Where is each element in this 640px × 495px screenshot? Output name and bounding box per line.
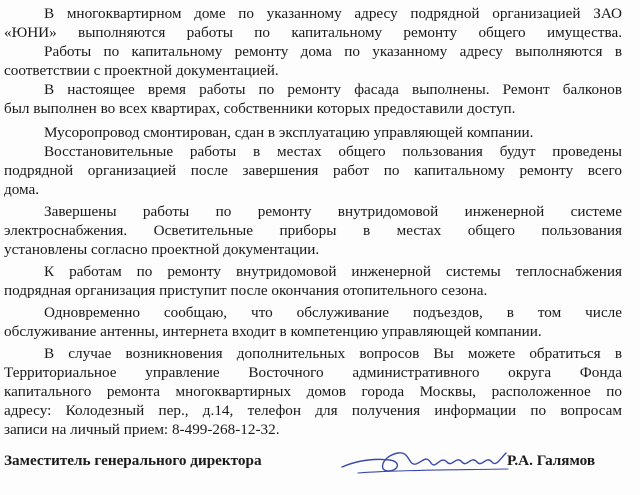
signatory-name: Р.А. Галямов bbox=[507, 452, 596, 469]
signatory-title: Заместитель генерального директора bbox=[4, 452, 262, 469]
paragraph-line: В многоквартирном доме по указанному адресу подрядной организацией ЗАО bbox=[44, 5, 622, 22]
paragraph-line: подрядная организация приступит после окончания отопительного сезона. bbox=[4, 282, 488, 299]
paragraph-line: «ЮНИ» выполняются работы по капитальному ремонту общего имущества. bbox=[4, 24, 622, 41]
paragraph-line: соответствии с проектной документацией. bbox=[4, 62, 279, 79]
paragraph-line: Одновременно сообщаю, что обслуживание подъездов, в том числе bbox=[44, 304, 622, 321]
paragraph-line: записи на личный прием: 8-499-268-12-32. bbox=[4, 421, 280, 438]
paragraph-line: Работы по капитальному ремонту дома по указанному адресу выполняются в bbox=[44, 43, 622, 60]
paragraph-line: Восстановительные работы в местах общего пользования будут проведены bbox=[44, 143, 622, 160]
paragraph-line: дома. bbox=[4, 181, 40, 198]
paragraph-line: В настоящее время работы по ремонту фасада выполнены. Ремонт балконов bbox=[44, 81, 622, 98]
paragraph-line: капитального ремонта многоквартирных домов города Москвы, расположенное по bbox=[4, 383, 622, 400]
paragraph-line: В случае возникновения дополнительных вопросов Вы можете обратиться в bbox=[44, 345, 622, 362]
paragraph-line: Мусоропровод смонтирован, сдан в эксплуатацию управляющей компании. bbox=[44, 124, 534, 141]
handwritten-signature bbox=[338, 440, 516, 478]
paragraph-line: подрядной организацией после завершения работ по капитальному ремонту всего bbox=[4, 162, 622, 179]
paragraph-line: адресу: Колодезный пер., д.14, телефон для получения информации по вопросам bbox=[4, 402, 622, 419]
paragraph-line: был выполнен во всех квартирах, собственники которых предоставили доступ. bbox=[4, 100, 516, 117]
paragraph-line: электроснабжения. Осветительные приборы в местах общего пользования bbox=[4, 222, 622, 239]
paragraph-line: Завершены работы по ремонту внутридомовой инженерной системе bbox=[44, 203, 622, 220]
paragraph-line: обслуживание антенны, интернета входит в компетенцию управляющей компании. bbox=[4, 323, 542, 340]
paragraph-line: Территориальное управление Восточного административного округа Фонда bbox=[4, 364, 622, 381]
paragraph-line: установлены согласно проектной документации. bbox=[4, 241, 320, 258]
paragraph-line: К работам по ремонту внутридомовой инженерной системы теплоснабжения bbox=[44, 263, 622, 280]
